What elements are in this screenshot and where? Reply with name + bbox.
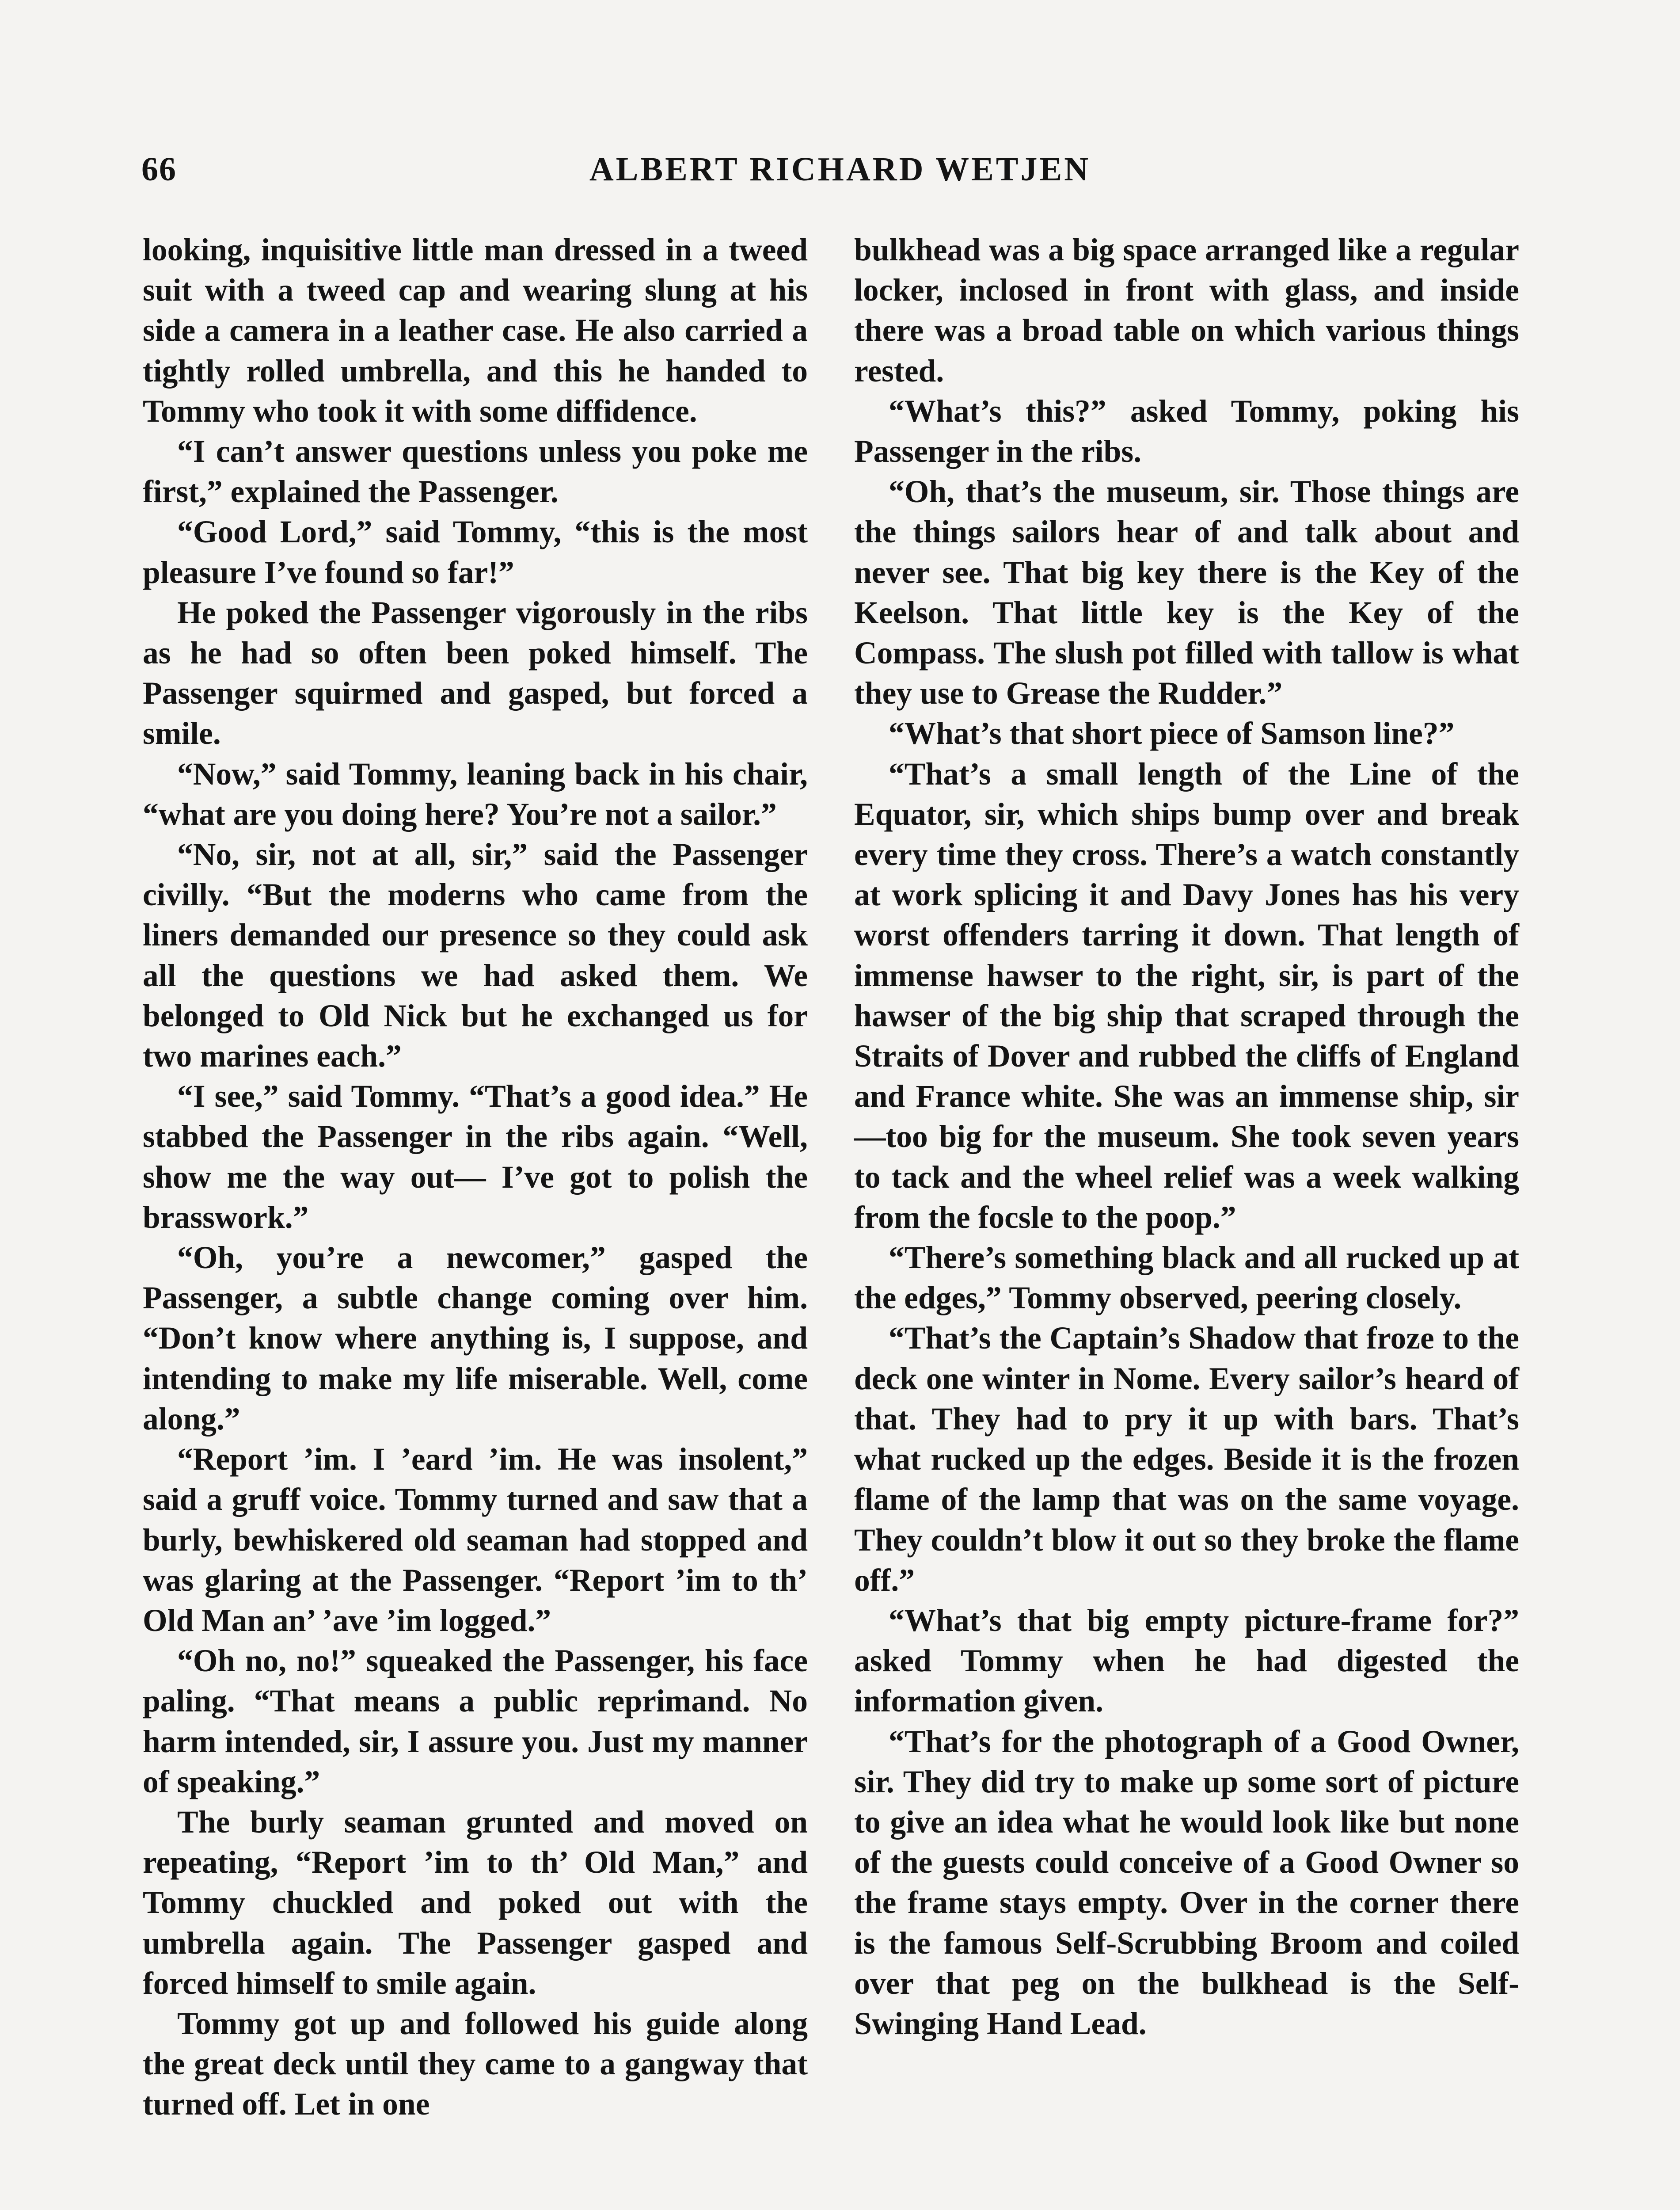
text-column-left [143, 230, 808, 2125]
paragraph: “Report ’im. I ’eard ’im. He was insolent,” said a gruff voice. Tommy turned and saw that a burly, bewhiskered old seaman had stopped and was glaring at the Passenger. “Report ’im to th’ Old Man an’ ’ave ’im logged.” [143, 1442, 808, 1638]
paragraph: bulkhead was a big space arranged like a regular locker, inclosed in front with glass, and inside there was a broad table on which various things rested. [854, 232, 1519, 389]
text-column-right [854, 230, 1519, 2044]
paragraph: “That’s the Captain’s Shadow that froze to the deck one winter in Nome. Every sailor’s heard of that. They had to pry it up with bars. That’s what rucked up the edges. Beside it is the frozen flame of the lamp that was on the same voyage. They couldn’t blow it out so they broke the flame off.” [854, 1321, 1519, 1598]
running-head-author: ALBERT RICHARD WETJEN [589, 151, 1091, 188]
paragraph: He poked the Passenger vigorously in the ribs as he had so often been poked himself. The Passenger squirmed and gasped, but forced a smile. [143, 595, 808, 751]
paragraph: “Now,” said Tommy, leaning back in his chair, “what are you doing here? You’re not a sailor.” [143, 756, 808, 832]
running-head [141, 150, 1539, 203]
paragraph: “Oh, you’re a newcomer,” gasped the Passenger, a subtle change coming over him. “Don’t know where anything is, I suppose, and intending to make my life miserable. Well, come along.” [143, 1240, 808, 1436]
paragraph: “There’s something black and all rucked up at the edges,” Tommy observed, peering closely. [854, 1240, 1519, 1316]
paragraph: Tommy got up and followed his guide along the great deck until they came to a gangway that turned off. Let in one [143, 2006, 808, 2122]
paragraph: “No, sir, not at all, sir,” said the Passenger civilly. “But the moderns who came from the liners demanded our presence so they could ask all the questions we had asked them. We belonged to Old Nick but he exchanged us for two marines each.” [143, 837, 808, 1074]
paragraph: The burly seaman grunted and moved on repeating, “Report ’im to th’ Old Man,” and Tommy chuckled and poked out with the umbrella again. The Passenger gasped and forced himself to smile again. [143, 1804, 808, 2001]
paragraph: “What’s that big empty picture-frame for?” asked Tommy when he had digested the information given. [854, 1603, 1519, 1719]
paragraph: looking, inquisitive little man dressed in a tweed suit with a tweed cap and wearing slung at his side a camera in a leather case. He also carried a tightly rolled umbrella, and this he handed to Tommy who took it with some diffidence. [143, 232, 808, 429]
paragraph: “Good Lord,” said Tommy, “this is the most pleasure I’ve found so far!” [143, 514, 808, 590]
paragraph: “What’s this?” asked Tommy, poking his Passenger in the ribs. [854, 393, 1519, 469]
paragraph: “Oh no, no!” squeaked the Passenger, his face paling. “That means a public reprimand. No harm intended, sir, I assure you. Just my manner of speaking.” [143, 1643, 808, 1799]
page-number: 66 [141, 151, 177, 188]
paragraph: “I can’t answer questions unless you poke me first,” explained the Passenger. [143, 434, 808, 510]
paragraph: “Oh, that’s the museum, sir. Those things are the things sailors hear of and talk about and never see. That big key there is the Key of the Keelson. That little key is the Key of the Compass. The slush pot filled with tallow is what they use to Grease the Rudder.” [854, 474, 1519, 711]
paragraph: “I see,” said Tommy. “That’s a good idea.” He stabbed the Passenger in the ribs again. “Well, show me the way out— I’ve got to polish the brasswork.” [143, 1079, 808, 1235]
paragraph: “What’s that short piece of Samson line?” [889, 716, 1455, 751]
paragraph: “That’s for the photograph of a Good Owner, sir. They did try to make up some sort of picture to give an idea what he would look like but none of the guests could conceive of a Good Owner so the frame stays empty. Over in the corner there is the famous Self-Scrubbing Broom and coiled over that peg on the bulkhead is the Self-Swinging Hand Lead. [854, 1724, 1519, 2041]
paragraph: “That’s a small length of the Line of the Equator, sir, which ships bump over and break every time they cross. There’s a watch constantly at work splicing it and Davy Jones has his very worst offenders tarring it down. That length of immense hawser to the right, sir, is part of the hawser of the big ship that scraped through the Straits of Dover and rubbed the cliffs of England and France white. She was an immense ship, sir—too big for the museum. She took seven years to tack and the wheel relief was a week walking from the focsle to the poop.” [854, 756, 1519, 1235]
